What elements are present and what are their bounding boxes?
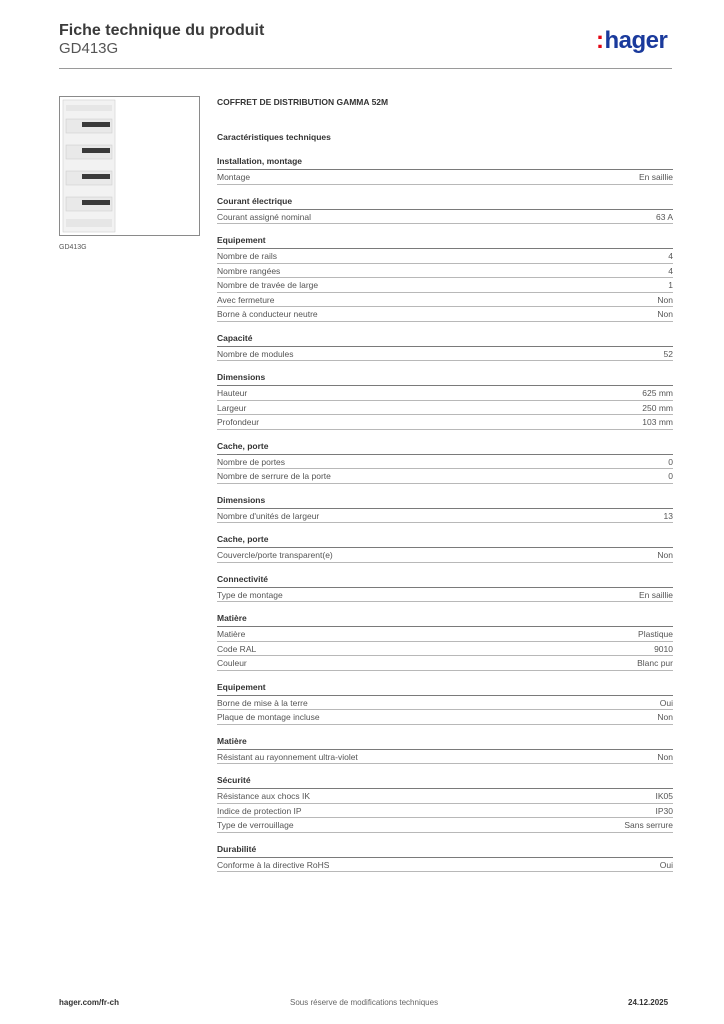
spec-label: Type de montage xyxy=(217,589,283,600)
spec-label: Courant assigné nominal xyxy=(217,211,312,222)
spec-row xyxy=(217,264,673,279)
spec-group-title: Equipement xyxy=(217,680,673,696)
spec-row xyxy=(217,170,673,185)
spec-label: Hauteur xyxy=(217,388,248,398)
spec-row xyxy=(217,858,673,873)
spec-row xyxy=(217,789,673,804)
spec-value: 1 xyxy=(668,280,673,290)
spec-group-title: Sécurité xyxy=(217,773,673,789)
spec-row xyxy=(217,293,673,308)
spec-group xyxy=(217,611,673,671)
spec-label: Résistance aux chocs IK xyxy=(217,791,311,801)
spec-value: 103 mm xyxy=(642,417,673,427)
section-heading: Caractéristiques techniques xyxy=(217,132,331,142)
distribution-box-illustration xyxy=(60,97,199,235)
spec-row xyxy=(217,804,673,819)
spec-label: Nombre d'unités de largeur xyxy=(217,510,320,521)
spec-value: 4 xyxy=(668,251,673,261)
spec-row xyxy=(217,347,673,362)
spec-group-title: Matière xyxy=(217,611,673,627)
spec-label: Nombre de portes xyxy=(217,456,286,467)
spec-row xyxy=(217,455,673,470)
spec-row xyxy=(217,469,673,484)
spec-value: Oui xyxy=(659,697,673,708)
header-divider xyxy=(59,68,672,69)
spec-label: Borne de mise à la terre xyxy=(217,697,308,708)
product-image xyxy=(59,96,200,236)
spec-value: En saillie xyxy=(638,589,673,600)
spec-value: Sans serrure xyxy=(624,820,673,830)
footer-notice: Sous réserve de modifications techniques xyxy=(290,998,439,1007)
spec-row xyxy=(217,750,673,765)
spec-value: Non xyxy=(657,712,673,722)
spec-value: En saillie xyxy=(638,172,673,182)
spec-value: 625 mm xyxy=(642,388,673,398)
spec-row xyxy=(217,401,673,416)
spec-label: Nombre de modules xyxy=(217,348,294,359)
spec-row xyxy=(217,307,673,322)
spec-value: 0 xyxy=(668,471,673,481)
spec-group xyxy=(217,331,673,362)
spec-label: Avec fermeture xyxy=(217,294,275,305)
spec-group xyxy=(217,680,673,725)
spec-label: Matière xyxy=(217,629,246,639)
spec-value: 4 xyxy=(668,265,673,276)
spec-label: Couvercle/porte transparent(e) xyxy=(217,550,333,560)
spec-value: Blanc pur xyxy=(637,658,673,668)
spec-value: Non xyxy=(657,309,673,319)
spec-row xyxy=(217,627,673,642)
spec-group-title: Cache, porte xyxy=(217,439,673,455)
spec-value: IP30 xyxy=(655,805,673,816)
spec-group xyxy=(217,532,673,563)
spec-value: 52 xyxy=(663,348,673,359)
spec-value: Oui xyxy=(659,859,673,870)
spec-value: Non xyxy=(657,751,673,762)
spec-group xyxy=(217,370,673,430)
spec-row xyxy=(217,415,673,430)
logo-colon: : xyxy=(596,27,604,54)
spec-label: Nombre rangées xyxy=(217,265,281,276)
spec-label: Conforme à la directive RoHS xyxy=(217,859,330,870)
spec-label: Plaque de montage incluse xyxy=(217,712,320,722)
spec-group xyxy=(217,194,673,225)
spec-group xyxy=(217,154,673,185)
spec-value: Plastique xyxy=(638,629,673,639)
spec-row xyxy=(217,210,673,225)
spec-group xyxy=(217,842,673,873)
footer-date: 24.12.2025 xyxy=(628,998,669,1007)
spec-label: Profondeur xyxy=(217,417,260,427)
spec-label: Montage xyxy=(217,172,251,182)
spec-group-title: Cache, porte xyxy=(217,532,673,548)
spec-content xyxy=(217,96,673,872)
spec-value: 250 mm xyxy=(642,402,673,413)
spec-group xyxy=(217,233,673,322)
spec-value: Non xyxy=(657,550,673,560)
spec-group xyxy=(217,439,673,484)
image-caption: GD413G xyxy=(59,244,87,251)
spec-label: Nombre de serrure de la porte xyxy=(217,471,331,481)
spec-row xyxy=(217,656,673,671)
spec-label: Nombre de travée de large xyxy=(217,280,319,290)
spec-groups xyxy=(217,154,673,872)
spec-group-title: Courant électrique xyxy=(217,194,673,210)
spec-group-title: Matière xyxy=(217,734,673,750)
spec-value: 63 A xyxy=(655,211,673,222)
spec-value: 13 xyxy=(663,510,673,521)
spec-label: Code RAL xyxy=(217,643,257,654)
spec-label: Largeur xyxy=(217,402,247,413)
hager-logo xyxy=(596,27,667,55)
spec-group-title: Connectivité xyxy=(217,572,673,588)
spec-row xyxy=(217,588,673,603)
spec-value: 0 xyxy=(668,456,673,467)
spec-value: 9010 xyxy=(654,643,673,654)
spec-row xyxy=(217,548,673,563)
logo-text: hager xyxy=(604,27,668,54)
spec-row xyxy=(217,509,673,524)
spec-group-title: Dimensions xyxy=(217,370,673,386)
spec-group xyxy=(217,734,673,765)
spec-row xyxy=(217,710,673,725)
footer-website: hager.com/fr-ch xyxy=(59,998,120,1007)
spec-group-title: Dimensions xyxy=(217,493,673,509)
spec-row xyxy=(217,818,673,833)
spec-row xyxy=(217,696,673,711)
spec-group-title: Durabilité xyxy=(217,842,673,858)
spec-group xyxy=(217,773,673,833)
spec-row xyxy=(217,278,673,293)
spec-label: Nombre de rails xyxy=(217,251,277,261)
spec-label: Résistant au rayonnement ultra-violet xyxy=(217,751,358,762)
spec-label: Borne à conducteur neutre xyxy=(217,309,318,319)
spec-group-title: Installation, montage xyxy=(217,154,673,170)
product-reference: GD413G xyxy=(59,40,119,57)
spec-value: IK05 xyxy=(655,791,673,801)
spec-label: Indice de protection IP xyxy=(217,805,302,816)
page-title: Fiche technique du produit xyxy=(59,22,265,39)
spec-group xyxy=(217,572,673,603)
product-name: COFFRET DE DISTRIBUTION GAMMA 52M xyxy=(217,97,389,107)
spec-label: Type de verrouillage xyxy=(217,820,294,830)
spec-label: Couleur xyxy=(217,658,247,668)
spec-value: Non xyxy=(657,294,673,305)
spec-group xyxy=(217,493,673,524)
spec-row xyxy=(217,642,673,657)
spec-row xyxy=(217,386,673,401)
spec-row xyxy=(217,249,673,264)
spec-group-title: Capacité xyxy=(217,331,673,347)
spec-group-title: Equipement xyxy=(217,233,673,249)
